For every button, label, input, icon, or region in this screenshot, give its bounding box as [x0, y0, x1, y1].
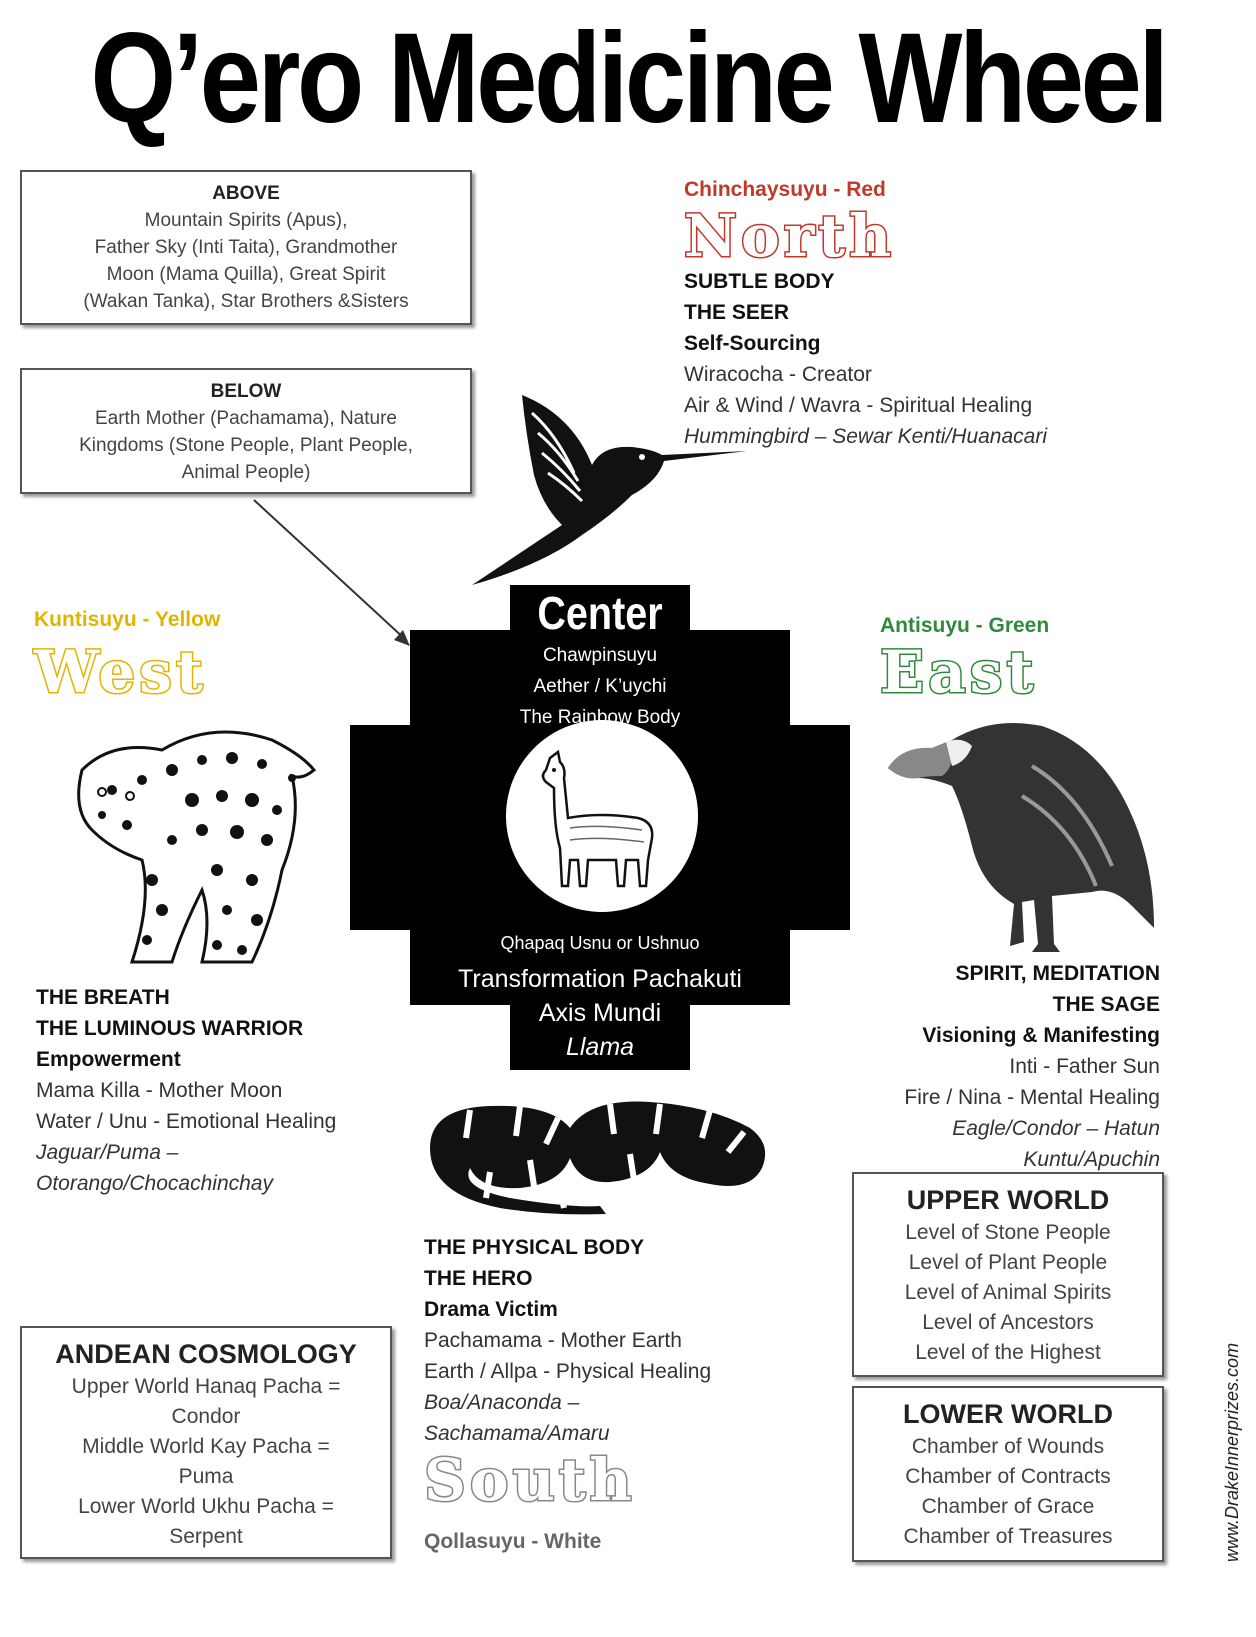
west-label: Kuntisuyu - Yellow — [34, 608, 221, 631]
south-word: South — [424, 1446, 636, 1514]
above-box — [20, 170, 472, 325]
lower-world-line: Chamber of Treasures — [903, 1525, 1113, 1548]
south-line: Drama Victim — [424, 1298, 558, 1321]
north-line: Wiracocha - Creator — [684, 363, 872, 386]
below-box — [20, 368, 472, 494]
west-line: Otorango/Chocachinchay — [36, 1172, 273, 1195]
west-line: Water / Unu - Emotional Healing — [36, 1110, 337, 1133]
north-line: THE SEER — [684, 301, 790, 324]
lower-world-line: Chamber of Wounds — [911, 1435, 1105, 1458]
west-line: Jaguar/Puma – — [36, 1141, 179, 1164]
lower-world-line: Chamber of Grace — [921, 1495, 1095, 1518]
south-block — [424, 1232, 824, 1449]
above-heading: ABOVE — [212, 183, 280, 204]
center-line: The Rainbow Body — [519, 707, 681, 728]
below-line: Animal People) — [181, 462, 311, 483]
cosmology-line: Condor — [171, 1405, 241, 1428]
page-title: Q’ero Medicine Wheel — [90, 7, 1166, 150]
upper-world-line: Level of Stone People — [905, 1221, 1111, 1244]
watermark-text: www.DrakeInnerprizes.com — [1222, 1342, 1242, 1562]
above-line: Moon (Mama Quilla), Great Spirit — [106, 264, 386, 285]
upper-world-line: Level of Animal Spirits — [904, 1281, 1112, 1304]
north-label: Chinchaysuyu - Red — [684, 178, 886, 201]
upper-world-box — [852, 1172, 1164, 1377]
above-line: Father Sky (Inti Taita), Grandmother — [94, 237, 398, 258]
cosmology-heading: ANDEAN COSMOLOGY — [55, 1339, 357, 1369]
north-line: Hummingbird – Sewar Kenti/Huanacari — [684, 425, 1047, 448]
condor-icon — [882, 706, 1158, 956]
west-line: Empowerment — [36, 1048, 181, 1071]
center-line: Aether / K’uychi — [533, 676, 667, 697]
west-word: West — [34, 638, 207, 706]
east-line: THE SAGE — [1052, 993, 1160, 1016]
east-line: SPIRIT, MEDITATION — [955, 962, 1160, 985]
cosmology-box — [20, 1326, 392, 1559]
north-line: Self-Sourcing — [684, 332, 821, 355]
below-heading: BELOW — [210, 381, 282, 402]
south-label: Qollasuyu - White — [424, 1530, 602, 1553]
upper-world-heading: UPPER WORLD — [906, 1185, 1110, 1215]
upper-world-line: Level of Ancestors — [922, 1311, 1094, 1334]
east-line: Eagle/Condor – Hatun — [952, 1117, 1160, 1140]
west-line: Mama Killa - Mother Moon — [36, 1079, 283, 1102]
east-line: Fire / Nina - Mental Healing — [904, 1086, 1160, 1109]
center-line: Axis Mundi — [538, 999, 662, 1027]
lower-world-heading: LOWER WORLD — [903, 1399, 1113, 1429]
west-line: THE BREATH — [36, 986, 170, 1009]
east-line: Kuntu/Apuchin — [1023, 1148, 1160, 1171]
center-top-block — [350, 640, 850, 733]
below-line: Earth Mother (Pachamama), Nature — [94, 408, 397, 429]
north-line: Air & Wind / Wavra - Spiritual Healing — [684, 394, 1033, 417]
cosmology-line: Serpent — [169, 1525, 243, 1548]
cosmology-line: Upper World Hanaq Pacha = — [71, 1375, 341, 1398]
lower-world-line: Chamber of Contracts — [905, 1465, 1111, 1488]
east-line: Inti - Father Sun — [1009, 1055, 1160, 1078]
east-label: Antisuyu - Green — [880, 614, 1050, 637]
west-line: THE LUMINOUS WARRIOR — [36, 1017, 304, 1040]
south-line: Sachamama/Amaru — [424, 1422, 610, 1445]
serpent-icon — [410, 1088, 780, 1216]
center-small-line: Qhapaq Usnu or Ushnuo — [500, 933, 700, 953]
below-line: Kingdoms (Stone People, Plant People, — [79, 435, 413, 456]
east-block — [780, 958, 1160, 1175]
center-heading: Center — [537, 587, 663, 639]
center-animal: Llama — [565, 1033, 635, 1061]
north-block — [684, 266, 1224, 452]
center-line: Transformation Pachakuti — [458, 965, 742, 993]
north-word: North — [684, 202, 896, 270]
east-line: Visioning & Manifesting — [922, 1024, 1160, 1047]
center-line: Chawpinsuyu — [542, 645, 658, 666]
east-word: East — [880, 638, 1038, 706]
jaguar-icon — [52, 700, 324, 970]
llama-icon — [530, 748, 666, 890]
lower-world-box — [852, 1386, 1164, 1562]
south-line: THE HERO — [424, 1267, 533, 1290]
above-line: (Wakan Tanka), Star Brothers &Sisters — [83, 291, 409, 312]
south-line: Pachamama - Mother Earth — [424, 1329, 682, 1352]
south-line: THE PHYSICAL BODY — [424, 1236, 645, 1259]
south-line: Earth / Allpa - Physical Healing — [424, 1360, 712, 1383]
south-line: Boa/Anaconda – — [424, 1391, 580, 1414]
cosmology-line: Lower World Ukhu Pacha = — [78, 1495, 334, 1518]
hummingbird-icon — [462, 385, 752, 590]
cosmology-line: Middle World Kay Pacha = — [82, 1435, 330, 1458]
cosmology-line: Puma — [178, 1465, 234, 1488]
upper-world-line: Level of Plant People — [908, 1251, 1108, 1274]
north-line: SUBTLE BODY — [684, 270, 835, 293]
center-bottom-block — [350, 962, 850, 1064]
upper-world-line: Level of the Highest — [915, 1341, 1101, 1364]
above-line: Mountain Spirits (Apus), — [144, 210, 348, 231]
